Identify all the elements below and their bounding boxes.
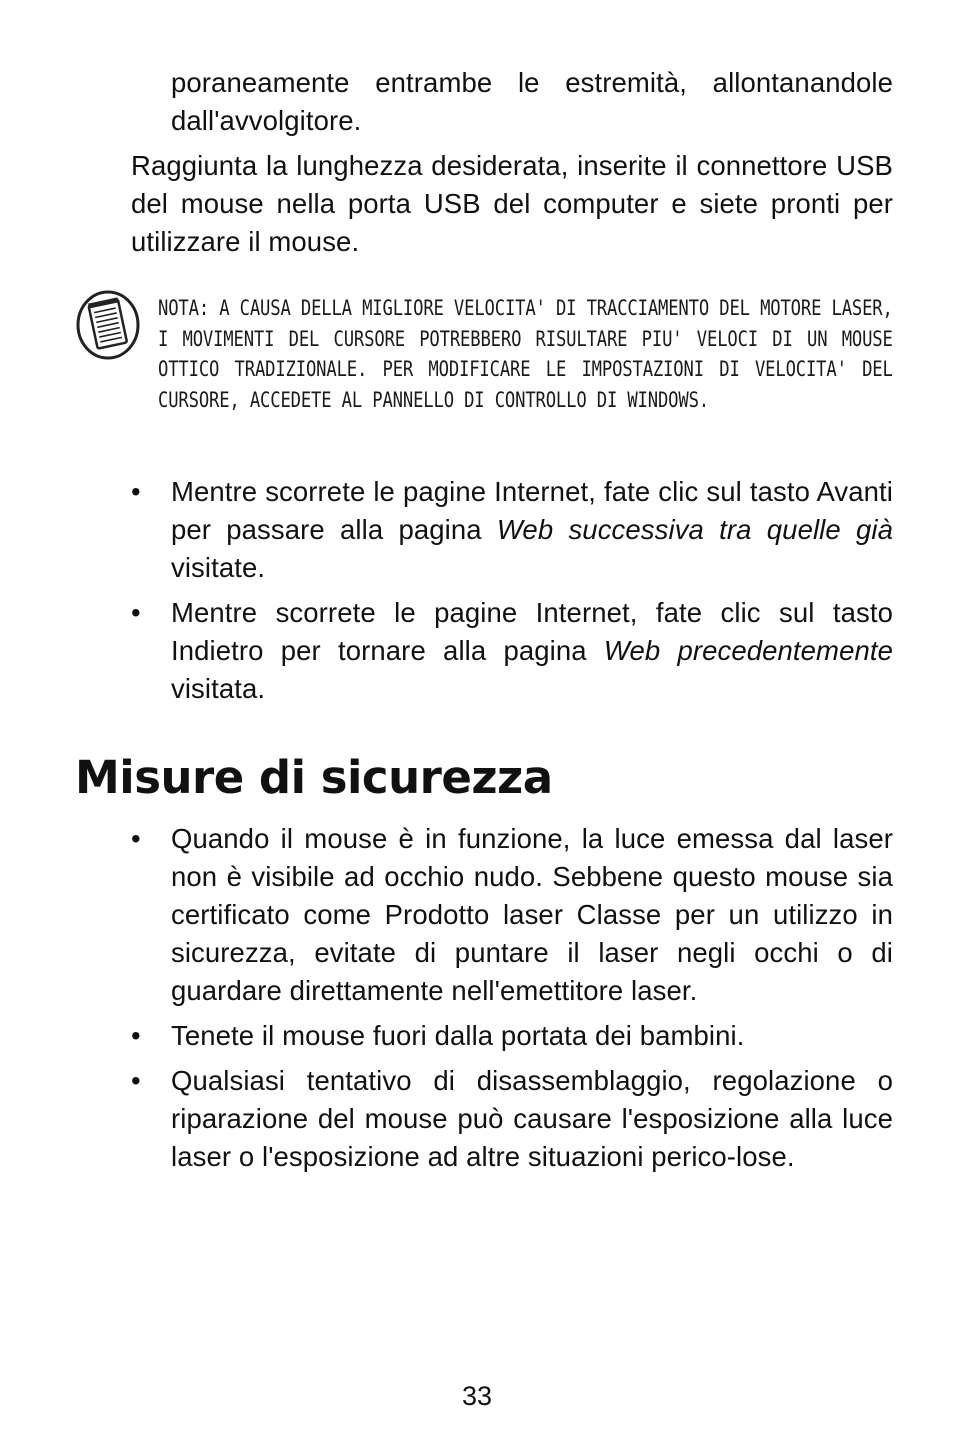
bullet: • xyxy=(131,1065,141,1096)
notepad-icon xyxy=(76,290,140,360)
browse-buttons-list xyxy=(131,473,893,715)
bullet: • xyxy=(131,1020,141,1051)
usb-connect-paragraph: Raggiunta la lunghezza desiderata, inserite il connettore USB del mouse nella porta USB del computer e siete pronti per utilizzare il mouse. xyxy=(131,150,893,257)
list-item: • Quando il mouse è in funzione, la luce emessa dal laser non è visibile ad occhio nudo. Sebbene questo mouse sia certificato come Prodotto laser Classe per un utilizzo in sicurezza, evitate di puntare il laser negli occhi o di guardare direttamente nell'emettitore laser. xyxy=(131,820,893,1010)
bullet: • xyxy=(131,597,141,628)
list-item: • Tenete il mouse fuori dalla portata dei bambini. xyxy=(131,1017,893,1055)
list-item: • Mentre scorrete le pagine Internet, fate clic sul tasto Avanti per passare alla pagina Web successiva tra quelle già visitate. xyxy=(131,473,893,587)
safety-list xyxy=(131,820,893,1183)
note-text: NOTA: A CAUSA DELLA MIGLIORE VELOCITA' DI TRACCIAMENTO DEL MOTORE LASER, I MOVIMENTI DEL CURSORE POTREBBERO RISULTARE PIU' VELOCI DI UN MOUSE OTTICO TRADIZIONALE. PER MODIFICARE LE IMPOSTAZIONI DI VELOCITA' DEL CURSORE, ACCEDETE AL PANNELLO DI CONTROLLO DI WINDOWS. xyxy=(158,296,893,412)
list-item: • Mentre scorrete le pagine Internet, fate clic sul tasto Indietro per tornare alla pagina Web precedentemente visitata. xyxy=(131,594,893,708)
section-heading: Misure di sicurezza xyxy=(75,751,553,804)
bullet: • xyxy=(131,823,141,854)
continued-step-text: poraneamente entrambe le estremità, allontanandole dall'avvolgitore. xyxy=(171,67,893,136)
list-item: • Qualsiasi tentativo di disassemblaggio, regolazione o riparazione del mouse può causare l'esposizione alla luce laser o l'esposizione ad altre situazioni perico-lose. xyxy=(131,1062,893,1176)
bullet: • xyxy=(131,476,141,507)
page-number: 33 xyxy=(461,1381,493,1411)
